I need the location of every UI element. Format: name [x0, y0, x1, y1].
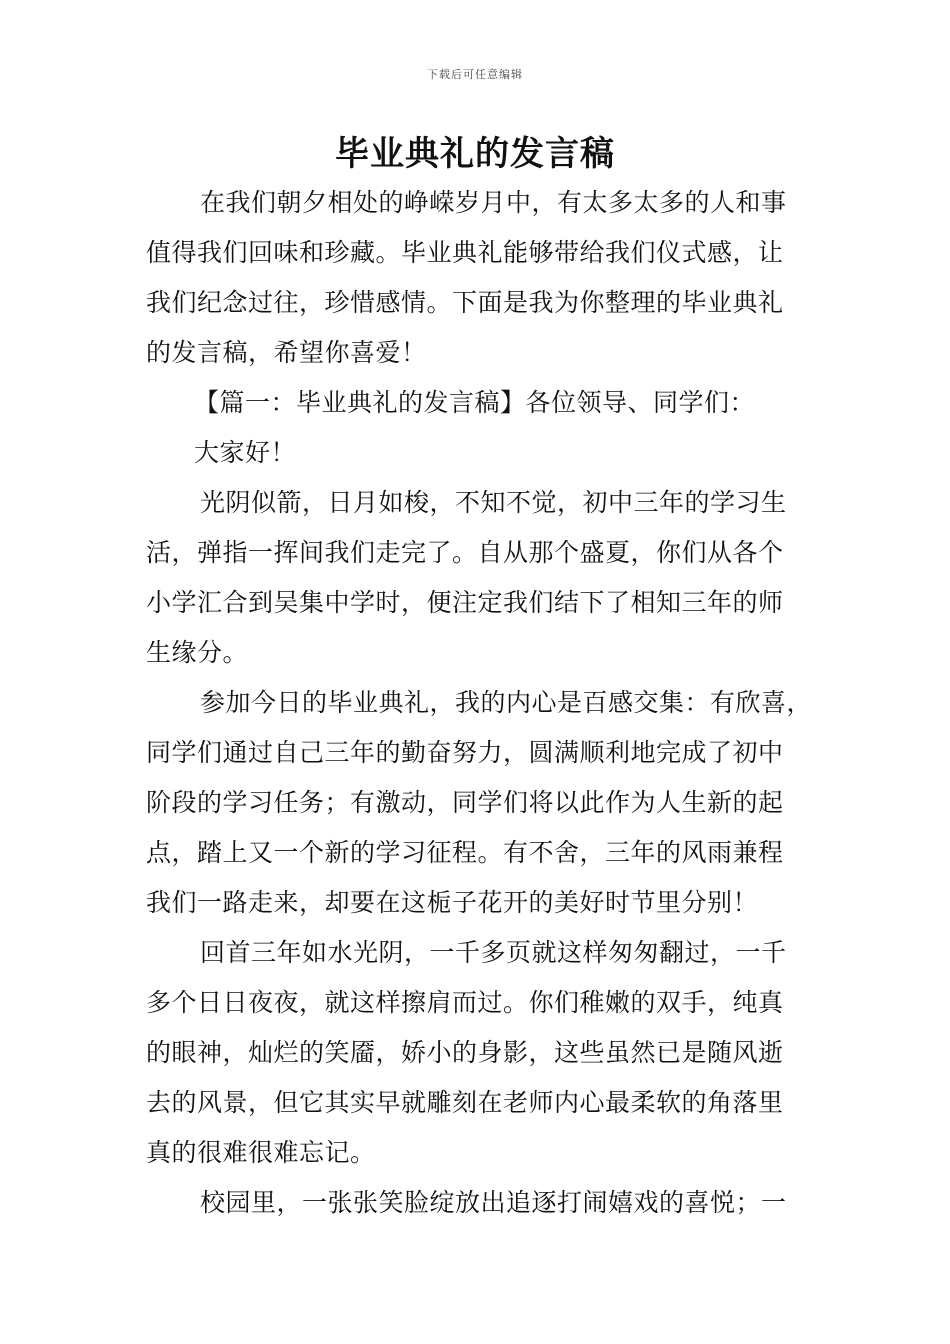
paragraph-line: 去的风景，但它其实早就雕刻在老师内心最柔软的角落里: [146, 1088, 784, 1117]
paragraph-line: 回首三年如水光阴，一千多页就这样匆匆翻过，一千: [200, 938, 787, 967]
paragraph-line: 在我们朝夕相处的峥嵘岁月中，有太多太多的人和事: [200, 188, 787, 217]
document-title: 毕业典礼的发言稿: [335, 134, 615, 174]
document-body: [146, 178, 816, 1228]
paragraph-line: 活，弹指一挥间我们走完了。自从那个盛夏，你们从各个: [146, 538, 784, 567]
paragraph-line: 参加今日的毕业典礼，我的内心是百感交集：有欣喜，: [200, 688, 813, 717]
paragraph-line: 光阴似箭，日月如梭，不知不觉，初中三年的学习生: [200, 488, 787, 517]
paragraph-line: 值得我们回味和珍藏。毕业典礼能够带给我们仪式感，让: [146, 238, 784, 267]
paragraph-line: 真的很难很难忘记。: [146, 1138, 376, 1167]
paragraph-line: 小学汇合到吴集中学时，便注定我们结下了相知三年的师: [146, 588, 784, 617]
paragraph-line: 阶段的学习任务；有激动，同学们将以此作为人生新的起: [146, 788, 784, 817]
paragraph-line: 多个日日夜夜，就这样擦肩而过。你们稚嫩的双手，纯真: [146, 988, 784, 1017]
page-header-note: 下载后可任意编辑: [427, 68, 523, 81]
paragraph-line: 我们纪念过往，珍惜感情。下面是我为你整理的毕业典礼: [146, 288, 784, 317]
paragraph-line: 生缘分。: [146, 638, 249, 667]
paragraph-line: 的眼神，灿烂的笑靥，娇小的身影，这些虽然已是随风逝: [146, 1038, 784, 1067]
greeting-line: 大家好！: [194, 438, 297, 467]
section-heading-line: 【篇一：毕业典礼的发言稿】各位领导、同学们：: [194, 388, 756, 417]
paragraph-line: 校园里，一张张笑脸绽放出追逐打闹嬉戏的喜悦；一: [200, 1188, 787, 1217]
paragraph-line: 我们一路走来，却要在这栀子花开的美好时节里分别！: [146, 888, 759, 917]
paragraph-line: 的发言稿，希望你喜爱！: [146, 338, 427, 367]
paragraph-line: 同学们通过自己三年的勤奋努力，圆满顺利地完成了初中: [146, 738, 784, 767]
paragraph-line: 点，踏上又一个新的学习征程。有不舍，三年的风雨兼程: [146, 838, 784, 867]
